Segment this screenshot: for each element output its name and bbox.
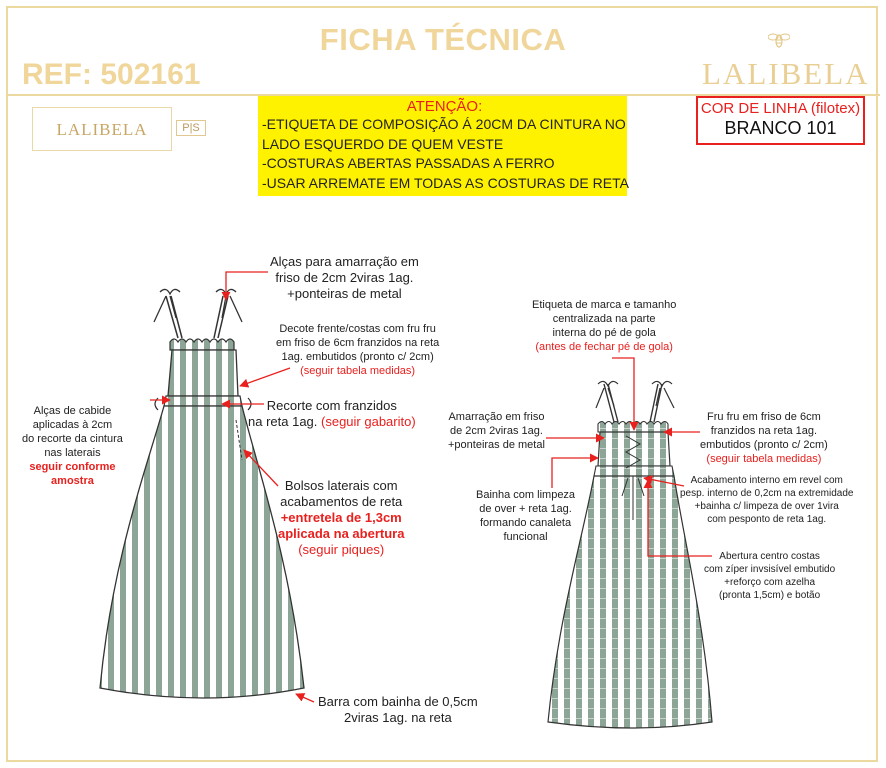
note-front-waist-seam: Recorte com franzidos na reta 1ag. (seguir gabarito) xyxy=(248,398,416,429)
warning-line: -ETIQUETA DE COMPOSIÇÃO Á 20CM DA CINTURA NO xyxy=(262,116,626,132)
note-back-facing: Acabamento interno em revel com pesp. interno de 0,2cm na extremidade +bainha c/ limpeza de over 1vira com pesponto de reta 1ag. xyxy=(680,475,854,525)
note-front-hanger-loops: Alças de cabide aplicadas à 2cm do recorte da cintura nas laterais seguir conforme amostra xyxy=(22,405,123,487)
back-dress-drawing xyxy=(548,381,712,728)
warning-line: LADO ESQUERDO DE QUEM VESTE xyxy=(262,135,504,152)
note-back-label: Etiqueta de marca e tamanho centralizada na parte interna do pé de gola (antes de fechar pé de gola) xyxy=(532,299,677,353)
note-back-ties: Amarração em friso de 2cm 2viras 1ag. +ponteiras de metal xyxy=(448,411,545,451)
note-back-zipper: Abertura centro costas com zíper invsisível embutido +reforço com azelha (pronta 1,5cm) e botão xyxy=(704,551,836,601)
warning-line: -COSTURAS ABERTAS PASSADAS A FERRO xyxy=(262,155,555,171)
thread-color-value: BRANCO 101 xyxy=(724,118,837,138)
warning-title: ATENÇÃO: xyxy=(406,98,483,115)
label-tag-brand: LALIBELA xyxy=(56,120,148,139)
label-tag-size: P|S xyxy=(176,120,206,136)
note-front-straps: Alças para amarração em friso de 2cm 2viras 1ag. +ponteiras de metal xyxy=(270,254,419,301)
note-front-hem: Barra com bainha de 0,5cm 2viras 1ag. na reta xyxy=(318,694,478,725)
note-back-frufru: Fru fru em friso de 6cm franzidos na reta 1ag. embutidos (pronto c/ 2cm) (seguir tabela medidas) xyxy=(700,411,828,465)
front-dress-drawing xyxy=(100,289,304,698)
thread-color-label: COR DE LINHA (filotex) xyxy=(700,100,861,117)
warning-line: -USAR ARREMATE EM TODAS AS COSTURAS DE RETA xyxy=(262,174,629,191)
note-back-channel: Bainha com limpeza de over + reta 1ag. formando canaleta funcional xyxy=(476,489,576,543)
page-title: FICHA TÉCNICA xyxy=(319,22,567,57)
note-front-pockets: Bolsos laterais com acabamentos de reta +entretela de 1,3cm aplicada na abertura (seguir piques) xyxy=(278,478,405,557)
reference-code: REF: 502161 xyxy=(22,58,201,91)
brand-logo: LALIBELA xyxy=(702,56,870,91)
note-front-neckline: Decote frente/costas com fru fru em friso de 6cm franzidos na reta 1ag. embutidos (pronto c/ 2cm) (seguir tabela medidas) xyxy=(276,323,440,377)
